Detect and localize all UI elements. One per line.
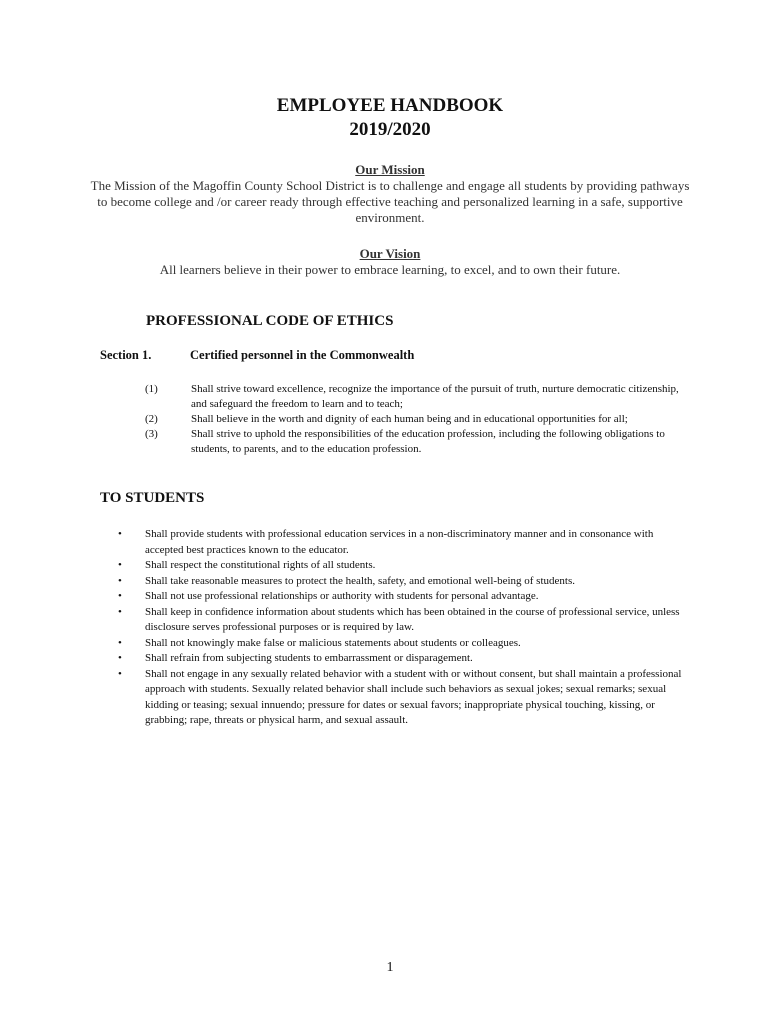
bullet-icon: • [118, 652, 122, 664]
item-text: Shall refrain from subjecting students to embarrassment or disparagement. [145, 652, 473, 664]
document-title: EMPLOYEE HANDBOOK [276, 95, 504, 116]
item-number: (1) [145, 383, 158, 395]
item-text: Shall not use professional relationships or authority with students for personal advantage. [145, 590, 539, 602]
item-text: Shall strive toward excellence, recognize the importance of the pursuit of truth, nurture democratic citizenship, and safeguard the freedom to learn and to teach; [191, 383, 679, 410]
bullet-icon: • [118, 590, 122, 602]
mission-text: The Mission of the Magoffin County School District is to challenge and engage all students by providing pathways to become college and /or career ready through effective teaching and personalized learning in a safe, supportive environment. [90, 178, 690, 225]
bullet-icon: • [118, 636, 122, 649]
ethics-heading: PROFESSIONAL CODE OF ETHICS [146, 313, 394, 329]
list-item [118, 636, 688, 652]
list-item [118, 574, 688, 590]
list-item [145, 412, 685, 427]
bullet-icon: • [118, 559, 122, 571]
item-number: (2) [145, 413, 158, 425]
bullet-icon: • [118, 574, 122, 587]
vision-text: All learners believe in their power to embrace learning, to excel, and to own their future. [159, 262, 621, 277]
item-text: Shall keep in confidence information about students which has been obtained in the course of professional service, unless disclosure serves professional purposes or is required by law. [145, 605, 680, 633]
list-item [118, 605, 688, 636]
list-item [118, 527, 688, 558]
mission-heading: Our Mission [355, 162, 425, 177]
item-text: Shall respect the constitutional rights of all students. [145, 559, 376, 571]
list-item [118, 558, 688, 574]
section-label: Section 1. [100, 348, 152, 362]
section-heading: Certified personnel in the Commonwealth [190, 348, 415, 362]
item-text: Shall provide students with professional education services in a non-discriminatory manner and in consonance with accepted best practices known to the educator. [145, 528, 654, 556]
bullet-icon: • [118, 667, 122, 680]
item-text: Shall strive to uphold the responsibilities of the education profession, including the following obligations to students, to parents, and to the education profession. [191, 428, 665, 455]
item-number: (3) [145, 428, 158, 440]
bullet-icon: • [118, 528, 122, 540]
list-item [145, 382, 685, 412]
list-item [118, 667, 688, 729]
page-number: 1 [386, 960, 394, 975]
list-item [145, 427, 685, 457]
list-item [118, 651, 688, 667]
vision-heading: Our Vision [359, 246, 421, 261]
item-text: Shall not knowingly make false or malicious statements about students or colleagues. [145, 636, 521, 649]
item-text: Shall take reasonable measures to protect the health, safety, and emotional well-being of students. [145, 574, 575, 587]
bullet-icon: • [118, 605, 122, 618]
to-students-list [118, 527, 688, 729]
document-year: 2019/2020 [349, 119, 431, 140]
to-students-heading: TO STUDENTS [100, 490, 205, 506]
list-item [118, 589, 688, 605]
item-text: Shall believe in the worth and dignity of each human being and in educational opportunities for all; [191, 413, 628, 425]
ethics-numbered-list [145, 382, 685, 457]
item-text: Shall not engage in any sexually related behavior with a student with or without consent, but shall maintain a professional approach with students. Sexually related behavior shall include such behaviors as sexual jokes; sexual remarks; sexual kidding or teasing; sexual innuendo; pressure for dates or sexual favors; inappropriate physical touching, kissing, or grabbing; rape, threats or physical harm, and sexual assault. [145, 667, 682, 726]
